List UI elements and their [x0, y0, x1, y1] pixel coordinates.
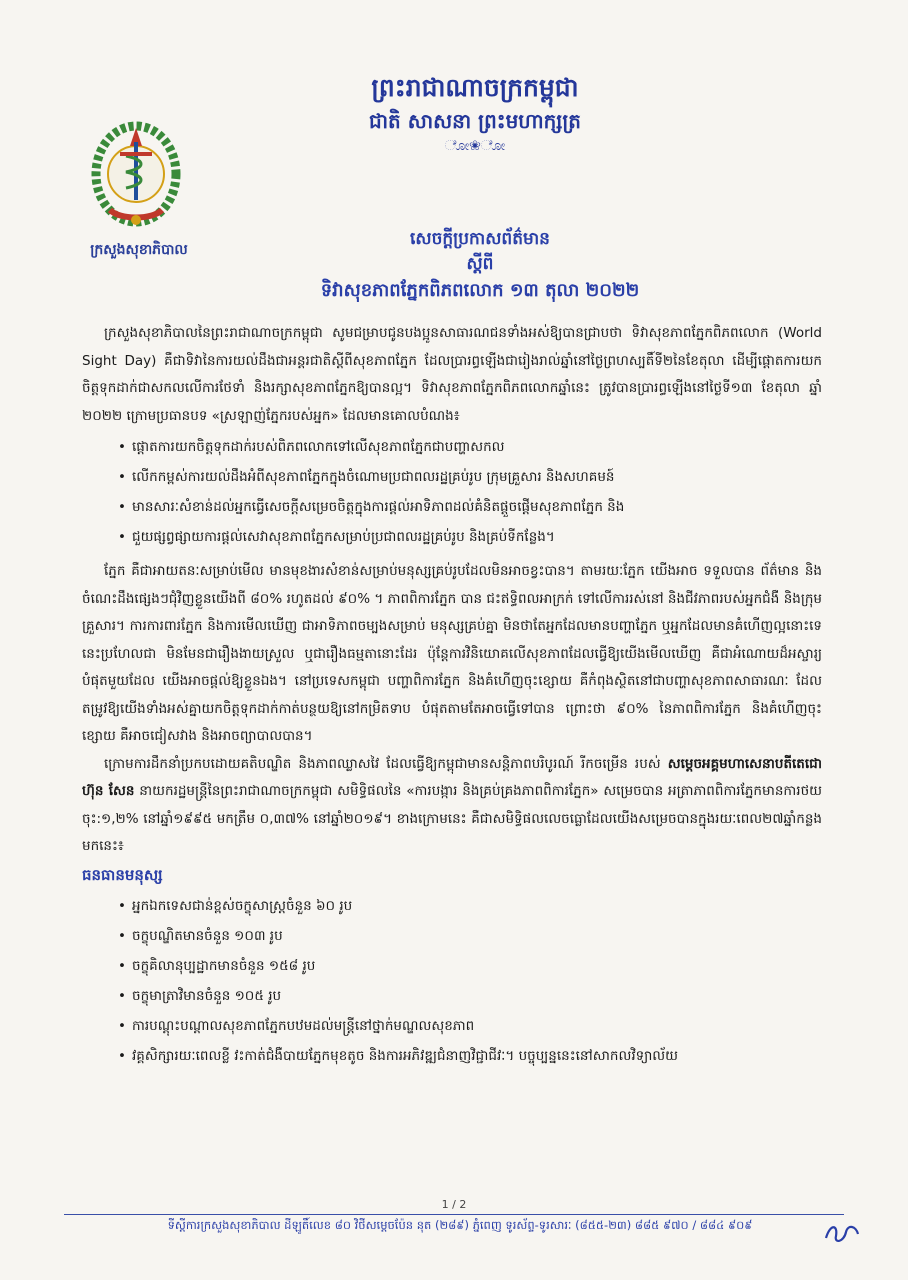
leader-name: សម្ដេចអគ្គមហាសេនាបតីតេជោ ហ៊ុន សែន: [82, 755, 823, 799]
list-item: • វគ្គសិក្សារយៈពេលខ្លី វះកាត់ជំងឺបាយភ្នែកមុខតូច និងការអភិវឌ្ឍជំនាញវិជ្ជាជីវៈ។ បច្ចុប្បន្ននេះនៅសាកលវិទ្យាល័យ: [82, 1041, 822, 1071]
list-item: • ចក្ខុបណ្ឌិតមានចំនួន ១០៣ រូប: [82, 921, 822, 951]
page-number: 1 / 2: [441, 1198, 467, 1211]
list-item: • ចក្ខុគិលានុប្បដ្ឋាកមានចំនួន ១៥៨ រូប: [82, 951, 822, 981]
event-title: ទិវាសុខភាពភ្នែកពិភពលោក ១៣ តុលា ២០២២: [320, 280, 640, 301]
paragraph-text: ក្រោមការដឹកនាំប្រកបដោយគតិបណ្ឌិត និងភាពឈ្លាសវៃ ដែលធ្វើឱ្យកម្ពុជាមានសន្តិភាពបរិបូរណ៍ រីកចម្រើន របស់: [104, 755, 661, 772]
list-item: • មានសារៈសំខាន់ដល់អ្នកធ្វើសេចក្ដីសម្រេចចិត្តក្នុងការផ្ដល់អាទិភាពដល់គំនិតផ្ដួចផ្ដើមសុខភាពភ្នែក និង: [82, 492, 822, 522]
achievement-paragraph: [82, 751, 822, 861]
document-title-block: [200, 226, 760, 306]
document-body: [82, 320, 822, 1077]
list-item: • ជួយផ្សព្វផ្សាយការផ្ដល់សេវាសុខភាពភ្នែកសម្រាប់ប្រជាពលរដ្ឋគ្រប់រូប និងគ្រប់ទីកន្លែង។: [82, 522, 822, 552]
eye-importance-paragraph: ភ្នែក គឺជាអាយតនៈសម្រាប់មើល មានមុខងារសំខាន់សម្រាប់មនុស្សគ្រប់រូបដែលមិនអាចខ្វះបាន។ តាមរយៈភ្នែក យើងអាច ទទួលបាន ព័ត៌មាន និងចំណេះដឹងផ្សេងៗជុំវិញខ្លួនយើងពី ៨០% រហូតដល់ ៩០% ។ ភាពពិការភ្នែក បាន ជះឥទ្ធិពលអាក្រក់ ទៅលើការរស់នៅ និងជីវភាពរបស់អ្នកជំងឺ និងក្រុមគ្រួសារ។ ការការពារភ្នែក និងការមើលឃើញ ជាអាទិភាពចម្បងសម្រាប់ មនុស្សគ្រប់គ្នា មិនថាតែអ្នកដែលមានបញ្ហាភ្នែក ឬអ្នកដែលមានគំហើញល្អនោះទេ នេះប្រហែលជា មិនមែនជារឿងងាយស្រួល ឬជារឿងធម្មតានោះដែរ ប៉ុន្តែការវិនិយោគលើសុខភាពដែលធ្វើឱ្យយើងមើលឃើញ គឺជាអំណោយដ៏អស្ចារ្យបំផុតមួយដែល យើងអាចផ្ដល់ឱ្យខ្លួនឯង។ នៅប្រទេសកម្ពុជា បញ្ហាពិការភ្នែក និងគំហើញចុះខ្សោយ គឺកំពុងស្ថិតនៅជាបញ្ហាសុខភាពសាធារណៈ ដែលតម្រូវឱ្យយើងទាំងអស់គ្នាយកចិត្តទុកដាក់កាត់បន្ថយឱ្យនៅកម្រិតទាប បំផុតតាមតែអាចធ្វើទៅបាន ព្រោះថា ៩០% នៃភាពពិការភ្នែក និងគំហើញចុះខ្សោយ គឺអាចជៀសវាង និងអាចព្យាបាលបាន។: [82, 563, 822, 744]
footer-divider: [64, 1214, 844, 1215]
section-heading: ធនធានមនុស្ស: [82, 865, 163, 884]
initials-signature-icon: [822, 1218, 862, 1246]
list-item: • អ្នកឯកទេសជាន់ខ្ពស់ចក្ខុសាស្ត្រចំនួន ៦០ រូប: [82, 891, 822, 921]
ministry-address: ទីស្ដីការក្រសួងសុខាភិបាល ដីឡូតិ៍លេខ ៨០ វិថីសម្ដេចប៉ែន នុត (២៨៩) ភ្នំពេញ ទូរស័ព្ទ-ទូរសារៈ (៨៥៥-២៣) ៨៨៥ ៩៧០ / ៨៨៤ ៩០៩: [167, 1218, 753, 1232]
kingdom-title: ព្រះរាជាណាចក្រកម្ពុជា: [371, 73, 579, 102]
list-item: • ផ្ដោតការយកចិត្តទុកដាក់របស់ពិភពលោកទៅលើសុខភាពភ្នែកជាបញ្ហាសកល: [82, 432, 822, 462]
health-ministry-emblem-icon: [80, 112, 192, 236]
list-item: • លើកកម្ពស់ការយល់ដឹងអំពីសុខភាពភ្នែកក្នុងចំណោមប្រជាពលរដ្ឋគ្រប់រូប ក្រុមគ្រួសារ និងសហគមន៍: [82, 462, 822, 492]
press-release-title: សេចក្ដីប្រកាសព័ត៌មាន: [410, 229, 550, 249]
subject-label: ស្ដីពី: [466, 254, 494, 274]
ministry-name: ក្រសួងសុខាភិបាល: [90, 242, 188, 258]
kingdom-header: [260, 70, 690, 156]
goals-list: [82, 432, 822, 552]
list-item: • ការបណ្ដុះបណ្ដាលសុខភាពភ្នែកបឋមដល់មន្ត្រីនៅថ្នាក់មណ្ឌលសុខភាព: [82, 1011, 822, 1041]
human-resources-list: [82, 891, 822, 1071]
ornament-divider: ೋ❀ೋ: [444, 138, 506, 154]
paragraph-text: នាយករដ្ឋមន្ត្រីនៃព្រះរាជាណាចក្រកម្ពុជា សមិទ្ធិផលនៃ «ការបង្ការ និងគ្រប់គ្រងភាពពិការភ្នែក» សម្រេចបាន អត្រាភាពពិការភ្នែកមានការថយចុះ:១,២% នៅឆ្នាំ១៩៩៥ មកត្រឹម ០,៣៧% នៅឆ្នាំ២០១៩។ ខាងក្រោមនេះ គឺជាសមិទ្ធិផលលេចធ្លោដែលយើងសម្រេចបានក្នុងរយៈពេល២៧ឆ្នាំកន្លងមកនេះ៖: [82, 783, 822, 854]
national-motto: ជាតិ សាសនា ព្រះមហាក្សត្រ: [369, 109, 581, 133]
list-item: • ចក្ខុមាត្រាវិមានចំនួន ១០៥ រូប: [82, 981, 822, 1011]
intro-paragraph: ក្រសួងសុខាភិបាលនៃព្រះរាជាណាចក្រកម្ពុជា សូមជម្រាបជូនបងប្អូនសាធារណជនទាំងអស់ឱ្យបានជ្រាបថា ទិវាសុខភាពភ្នែកពិភពលោក (World Sight Day) គឺជាទិវានៃការយល់ដឹងជាអន្តរជាតិស្ដីពីសុខភាពភ្នែក ដែលប្រារព្ធឡើងជារៀងរាល់ឆ្នាំនៅថ្ងៃព្រហស្បតិ៍ទី២នៃខែតុលា ដើម្បីផ្ដោតការយកចិត្តទុកដាក់ជាសកលលើការថែទាំ និងរក្សាសុខភាពភ្នែកឱ្យបានល្អ។ ទិវាសុខភាពភ្នែកពិភពលោកឆ្នាំនេះ ត្រូវបានប្រារព្ធឡើងនៅថ្ងៃទី១៣ ខែតុលា ឆ្នាំ ២០២២ ក្រោមប្រធានបទ «ស្រឡាញ់ភ្នែករបស់អ្នក» ដែលមានគោលបំណង៖: [82, 325, 822, 424]
